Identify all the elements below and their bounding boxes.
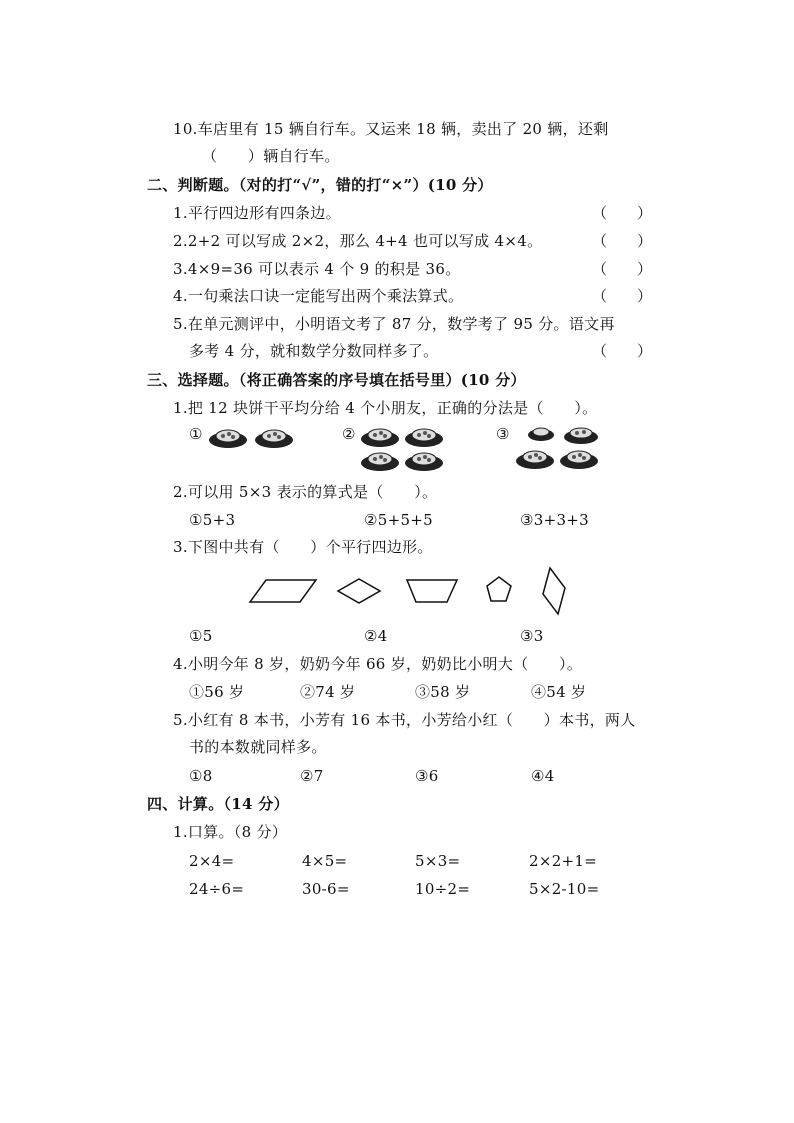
choice-q5-option-2: ②7 [300, 767, 324, 785]
parallelogram-shape [250, 580, 316, 602]
section4-title: 四、计算。（14 分） [147, 795, 289, 813]
choice-q4-option-4: ④54 岁 [531, 683, 587, 701]
calc-r2c2: 30-6= [302, 880, 350, 898]
choice-q3-text: 3.下图中共有（ ）个平行四边形。 [173, 538, 433, 556]
choice-q3-option-2: ②4 [364, 627, 388, 645]
trapezoid-shape [407, 580, 457, 602]
choice-q5-line1: 5.小红有 8 本书，小芳有 16 本书，小芳给小红（ ）本书，两人 [173, 711, 636, 729]
choice-q3-option-3: ③3 [520, 627, 544, 645]
section3-title: 三、选择题。（将正确答案的序号填在括号里）(10 分） [147, 371, 526, 389]
choice-q4-option-2: ②74 岁 [300, 683, 356, 701]
plate-icon [361, 429, 399, 447]
choice-q1-label-2: ② [342, 425, 356, 443]
cookie-plates-option-1 [207, 425, 297, 451]
judge-answer-2[interactable]: （ ） [592, 232, 653, 250]
calc-r1c4: 2×2+1= [529, 852, 598, 870]
choice-q4-text: 4.小明今年 8 岁，奶奶今年 66 岁，奶奶比小明大（ ）。 [173, 655, 583, 673]
plate-icon [255, 430, 293, 448]
q10-line2: （ ）辆自行车。 [202, 147, 340, 165]
choice-q4-option-1: ①56 岁 [189, 683, 245, 701]
cookie-plates-option-3 [513, 424, 603, 474]
rhombus-shape [338, 579, 380, 603]
quadrilateral-figures [240, 566, 590, 622]
plate-icon [560, 451, 598, 469]
judge-answer-4[interactable]: （ ） [592, 287, 653, 305]
calc-r1c1: 2×4= [189, 852, 235, 870]
choice-q1-label-1: ① [189, 425, 203, 443]
section4-sub1: 1.口算。（8 分） [173, 823, 288, 841]
q10-line1: 10.车店里有 15 辆自行车。又运来 18 辆，卖出了 20 辆，还剩 [173, 120, 609, 138]
plate-icon [405, 429, 443, 447]
choice-q1-label-3: ③ [496, 425, 510, 443]
choice-q2-option-3: ③3+3+3 [520, 511, 590, 529]
choice-q3-option-1: ①5 [189, 627, 213, 645]
judge-item-1: 1.平行四边形有四条边。 [173, 204, 341, 222]
plate-icon [405, 453, 443, 471]
choice-q2-option-2: ②5+5+5 [364, 511, 434, 529]
judge-answer-5[interactable]: （ ） [592, 342, 653, 360]
plate-icon [361, 453, 399, 471]
choice-q4-option-3: ③58 岁 [415, 683, 471, 701]
calc-r1c2: 4×5= [302, 852, 348, 870]
judge-answer-3[interactable]: （ ） [592, 260, 653, 278]
choice-q5-option-1: ①8 [189, 767, 213, 785]
judge-item-5-line2: 多考 4 分，就和数学分数同样多了。 [189, 342, 439, 360]
plate-icon [564, 428, 598, 444]
calc-r2c4: 5×2-10= [529, 880, 600, 898]
choice-q5-option-4: ④4 [531, 767, 555, 785]
choice-q2-option-1: ①5+3 [189, 511, 236, 529]
pentagon-shape [487, 577, 511, 601]
cookie-plates-option-2 [360, 424, 446, 474]
plate-icon [516, 451, 554, 469]
choice-q2-text: 2.可以用 5×3 表示的算式是（ ）。 [173, 483, 438, 501]
plate-icon [528, 428, 554, 441]
judge-answer-1[interactable]: （ ） [592, 204, 653, 222]
tilted-rhombus-shape [543, 568, 565, 614]
section2-title: 二、判断题。（对的打“√”，错的打“×”）(10 分） [147, 176, 493, 194]
judge-item-5-line1: 5.在单元测评中，小明语文考了 87 分，数学考了 95 分。语文再 [173, 315, 615, 333]
choice-q5-line2: 书的本数就同样多。 [189, 738, 327, 756]
choice-q5-option-3: ③6 [415, 767, 439, 785]
calc-r2c3: 10÷2= [415, 880, 471, 898]
choice-q1-text: 1.把 12 块饼干平均分给 4 个小朋友，正确的分法是（ ）。 [173, 399, 598, 417]
judge-item-3: 3.4×9=36 可以表示 4 个 9 的积是 36。 [173, 260, 461, 278]
plate-icon [209, 430, 247, 448]
calc-r1c3: 5×3= [415, 852, 461, 870]
calc-r2c1: 24÷6= [189, 880, 245, 898]
judge-item-4: 4.一句乘法口诀一定能写出两个乘法算式。 [173, 287, 464, 305]
judge-item-2: 2.2+2 可以写成 2×2，那么 4+4 也可以写成 4×4。 [173, 232, 543, 250]
